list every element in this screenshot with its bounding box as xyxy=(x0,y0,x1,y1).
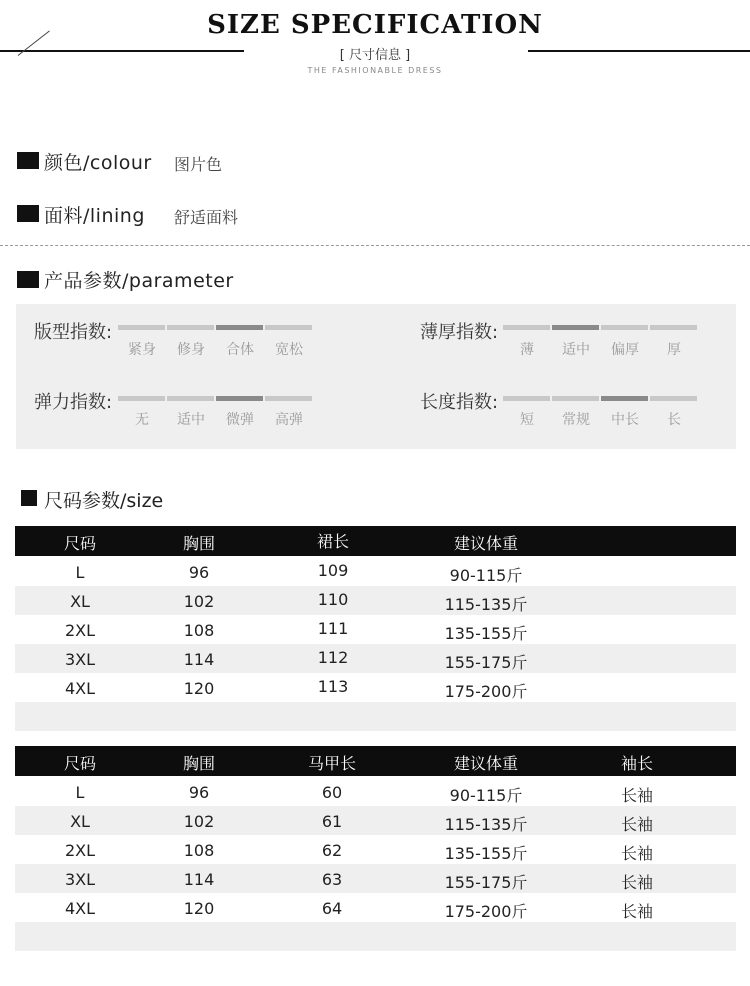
table2-cell: 63 xyxy=(321,870,343,889)
table-row xyxy=(15,644,736,673)
page-subtitle-text: [ 尺寸信息 ] xyxy=(334,48,416,63)
table1-cell: 2XL xyxy=(64,621,96,640)
table-row-empty xyxy=(15,922,736,951)
colour-label: 颜色/colour xyxy=(44,152,152,174)
table2-cell: XL xyxy=(70,812,90,831)
table1-cell: 112 xyxy=(317,648,349,667)
table-row xyxy=(15,615,736,644)
table1-cell: 114 xyxy=(183,650,215,669)
table1-cell: 109 xyxy=(317,561,349,580)
table1-cell: XL xyxy=(70,592,90,611)
size-table-1-header xyxy=(15,526,736,556)
table1-cell: 110 xyxy=(317,590,349,609)
thickness-index-segment xyxy=(650,325,697,330)
length-index-segment xyxy=(650,396,697,401)
table2-cell: 4XL xyxy=(64,899,96,918)
thickness-option: 薄 xyxy=(520,342,534,358)
fit-option: 修身 xyxy=(177,342,205,358)
thickness-option: 适中 xyxy=(562,342,590,358)
table1-cell: 111 xyxy=(317,619,349,638)
fit-option: 合体 xyxy=(226,342,254,358)
table1-cell: 96 xyxy=(188,563,210,582)
table2-col-weight: 建议体重 xyxy=(453,754,518,773)
elastic-index-segment-selected xyxy=(216,396,263,401)
table2-cell: 长袖 xyxy=(620,786,653,805)
fit-index-segment xyxy=(118,325,165,330)
table1-col-size: 尺码 xyxy=(63,534,96,553)
thickness-index-segment xyxy=(601,325,648,330)
table1-cell: 135-155斤 xyxy=(444,624,528,643)
table1-cell: 175-200斤 xyxy=(444,682,528,701)
table2-cell: 135-155斤 xyxy=(444,844,528,863)
table2-cell: 62 xyxy=(321,841,343,860)
table2-col-size: 尺码 xyxy=(63,754,96,773)
table2-cell: L xyxy=(75,783,85,802)
table2-cell: 长袖 xyxy=(620,844,653,863)
fit-index-segment-selected xyxy=(216,325,263,330)
length-option: 短 xyxy=(520,412,534,428)
elastic-option: 微弹 xyxy=(226,412,254,428)
table2-cell: 175-200斤 xyxy=(444,902,528,921)
lining-label: 面料/lining xyxy=(44,205,145,227)
table-row xyxy=(15,557,736,586)
elastic-index-label: 弹力指数: xyxy=(34,392,113,413)
table2-col-bust: 胸围 xyxy=(182,754,215,773)
fit-index-segment xyxy=(265,325,312,330)
table2-cell: 长袖 xyxy=(620,873,653,892)
table1-col-bust: 胸围 xyxy=(182,534,215,553)
dotted-divider xyxy=(0,245,750,246)
elastic-option: 适中 xyxy=(177,412,205,428)
parameter-title: 产品参数/parameter xyxy=(44,270,234,292)
table2-cell: 102 xyxy=(183,812,215,831)
table1-cell: 113 xyxy=(317,677,349,696)
colour-value: 图片色 xyxy=(174,155,223,174)
bullet-square xyxy=(17,271,39,288)
table1-cell: 3XL xyxy=(64,650,96,669)
table1-cell: 4XL xyxy=(64,679,96,698)
fit-index-label: 版型指数: xyxy=(34,322,113,343)
table2-cell: 64 xyxy=(321,899,343,918)
page-title: SIZE SPECIFICATION xyxy=(207,10,543,40)
table2-cell: 114 xyxy=(183,870,215,889)
table2-cell: 长袖 xyxy=(620,902,653,921)
thickness-index-label: 薄厚指数: xyxy=(420,322,499,343)
page-tagline: THE FASHIONABLE DRESS xyxy=(307,66,443,75)
table2-cell: 3XL xyxy=(64,870,96,889)
fit-option: 宽松 xyxy=(275,342,303,358)
table1-cell: 90-115斤 xyxy=(449,566,523,585)
table2-col-sleeve: 袖长 xyxy=(620,754,653,773)
table1-cell: 108 xyxy=(183,621,215,640)
thickness-index-segment xyxy=(503,325,550,330)
elastic-option: 无 xyxy=(135,412,149,428)
table1-col-dress-length: 裙长 xyxy=(316,532,349,551)
table2-cell: 96 xyxy=(188,783,210,802)
elastic-index-segment xyxy=(118,396,165,401)
table2-cell: 115-135斤 xyxy=(444,815,528,834)
size-section-title: 尺码参数/size xyxy=(44,490,164,512)
length-index-segment xyxy=(503,396,550,401)
table1-cell: 102 xyxy=(183,592,215,611)
length-option: 常规 xyxy=(562,412,590,428)
table2-cell: 61 xyxy=(321,812,343,831)
table1-cell: 115-135斤 xyxy=(444,595,528,614)
table2-cell: 120 xyxy=(183,899,215,918)
length-index-label: 长度指数: xyxy=(420,392,499,413)
fit-option: 紧身 xyxy=(128,342,156,358)
table2-cell: 60 xyxy=(321,783,343,802)
table-row xyxy=(15,673,736,702)
elastic-index-segment xyxy=(167,396,214,401)
page-subtitle xyxy=(0,44,750,63)
bullet-square xyxy=(17,205,39,222)
length-option: 中长 xyxy=(611,412,639,428)
table1-cell: 120 xyxy=(183,679,215,698)
length-option: 长 xyxy=(667,412,681,428)
table2-cell: 155-175斤 xyxy=(444,873,528,892)
table2-cell: 108 xyxy=(183,841,215,860)
table1-cell: L xyxy=(75,563,85,582)
elastic-option: 高弹 xyxy=(275,412,303,428)
lining-value: 舒适面料 xyxy=(174,208,239,227)
table-row-empty xyxy=(15,702,736,731)
table2-cell: 90-115斤 xyxy=(449,786,523,805)
length-index-segment-selected xyxy=(601,396,648,401)
thickness-option: 偏厚 xyxy=(611,342,639,358)
table2-col-vest-length: 马甲长 xyxy=(307,754,356,773)
table1-cell: 155-175斤 xyxy=(444,653,528,672)
table2-cell: 长袖 xyxy=(620,815,653,834)
table2-cell: 2XL xyxy=(64,841,96,860)
fit-index-segment xyxy=(167,325,214,330)
thickness-option: 厚 xyxy=(667,342,681,358)
table-row xyxy=(15,586,736,615)
length-index-segment xyxy=(552,396,599,401)
table1-col-weight: 建议体重 xyxy=(453,534,518,553)
elastic-index-segment xyxy=(265,396,312,401)
bullet-square xyxy=(17,152,39,169)
thickness-index-segment-selected xyxy=(552,325,599,330)
bullet-square xyxy=(21,490,37,506)
